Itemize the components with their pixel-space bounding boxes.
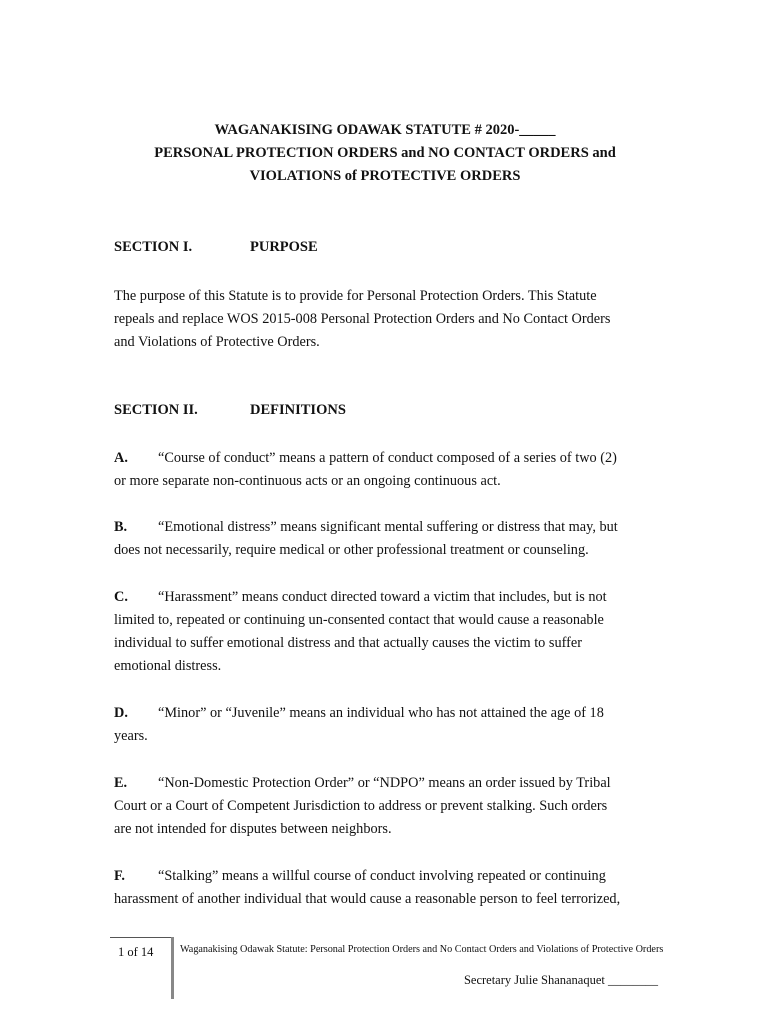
definition-text: limited to, repeated or continuing un-consented contact that would cause a reasonable — [114, 612, 604, 628]
section-2-heading — [114, 402, 346, 419]
secretary-signoff: Secretary Julie Shananaquet ________ — [463, 973, 658, 987]
title-line-1: WAGANAKISING ODAWAK STATUTE # 2020-_____ — [214, 122, 556, 138]
definition-c — [114, 586, 659, 678]
definition-d — [114, 702, 659, 748]
page-number: 1 of 14 — [118, 945, 154, 959]
definition-text: or more separate non-continuous acts or an ongoing continuous act. — [114, 473, 501, 489]
definition-text: “Stalking” means a willful course of conduct involving repeated or continuing — [158, 868, 606, 884]
statute-title — [100, 119, 670, 188]
definition-text: “Emotional distress” means significant mental suffering or distress that may, but — [158, 519, 618, 535]
definition-text: emotional distress. — [114, 658, 222, 674]
definition-f — [114, 865, 659, 911]
definition-text: “Minor” or “Juvenile” means an individual who has not attained the age of 18 — [158, 705, 604, 721]
definition-a — [114, 447, 659, 493]
definition-e — [114, 772, 659, 841]
definition-text: “Course of conduct” means a pattern of conduct composed of a series of two (2) — [158, 450, 617, 466]
definition-text: Court or a Court of Competent Jurisdiction to address or prevent stalking. Such orders — [114, 798, 608, 814]
footer-vertical-rule — [171, 937, 174, 999]
definition-letter: D. — [114, 705, 128, 721]
definition-text: does not necessarily, require medical or other professional treatment or counseling. — [114, 542, 589, 558]
purpose-paragraph — [114, 285, 659, 354]
running-title: Waganakising Odawak Statute: Personal Protection Orders and No Contact Orders and Violations of Protective Orders — [180, 944, 664, 955]
definition-text: are not intended for disputes between neighbors. — [114, 821, 392, 837]
definition-b — [114, 516, 659, 562]
section-1-title: PURPOSE — [250, 239, 318, 255]
definition-letter: A. — [114, 450, 128, 466]
definition-text: harassment of another individual that would cause a reasonable person to feel terrorized, — [114, 891, 621, 907]
definition-letter: B. — [114, 519, 128, 535]
definition-text: years. — [114, 728, 148, 744]
purpose-line-1: The purpose of this Statute is to provide for Personal Protection Orders. This Statute — [114, 288, 597, 304]
section-2-number: SECTION II. — [114, 402, 198, 418]
page-footer — [110, 937, 670, 999]
section-2-title: DEFINITIONS — [250, 402, 346, 418]
section-1-heading — [114, 239, 318, 256]
definition-letter: F. — [114, 868, 125, 884]
definition-letter: E. — [114, 775, 128, 791]
title-line-3: VIOLATIONS of PROTECTIVE ORDERS — [249, 168, 521, 184]
footer-divider — [110, 937, 172, 938]
section-1-number: SECTION I. — [114, 239, 193, 255]
definition-letter: C. — [114, 589, 128, 605]
title-line-2: PERSONAL PROTECTION ORDERS and NO CONTACT ORDERS and — [154, 145, 616, 161]
purpose-line-2: repeals and replace WOS 2015-008 Personal Protection Orders and No Contact Orders — [114, 311, 611, 327]
definition-text: individual to suffer emotional distress and that actually causes the victim to suffer — [114, 635, 582, 651]
purpose-line-3: and Violations of Protective Orders. — [114, 334, 320, 350]
definition-text: “Harassment” means conduct directed toward a victim that includes, but is not — [158, 589, 607, 605]
definition-text: “Non-Domestic Protection Order” or “NDPO” means an order issued by Tribal — [158, 775, 611, 791]
